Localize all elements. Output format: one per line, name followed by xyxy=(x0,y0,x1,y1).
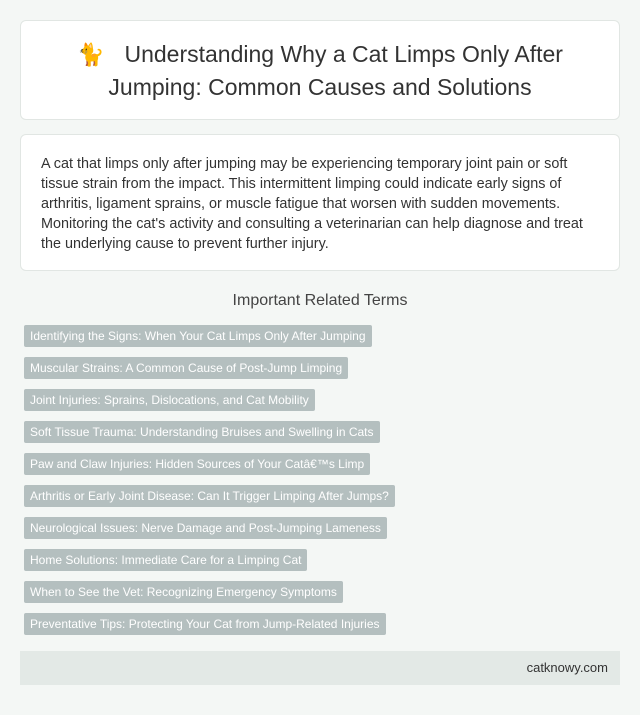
summary-card xyxy=(20,134,620,271)
footer-site-link[interactable]: catknowy.com xyxy=(526,660,608,675)
related-term-tag[interactable]: Identifying the Signs: When Your Cat Limps Only After Jumping xyxy=(24,325,372,347)
related-term-tag[interactable]: When to See the Vet: Recognizing Emergency Symptoms xyxy=(24,581,343,603)
related-term-tag[interactable]: Neurological Issues: Nerve Damage and Post-Jumping Lameness xyxy=(24,517,387,539)
related-term-item xyxy=(24,357,620,389)
related-term-item xyxy=(24,549,620,581)
related-term-item xyxy=(24,325,620,357)
footer xyxy=(20,651,620,685)
related-term-item xyxy=(24,389,620,421)
related-term-tag[interactable]: Soft Tissue Trauma: Understanding Bruises and Swelling in Cats xyxy=(24,421,380,443)
related-terms-list xyxy=(24,325,620,645)
related-term-tag[interactable]: Joint Injuries: Sprains, Dislocations, and Cat Mobility xyxy=(24,389,315,411)
related-term-tag[interactable]: Muscular Strains: A Common Cause of Post-Jump Limping xyxy=(24,357,348,379)
related-terms-heading: Important Related Terms xyxy=(232,292,408,309)
related-term-tag[interactable]: Home Solutions: Immediate Care for a Limping Cat xyxy=(24,549,307,571)
related-term-item xyxy=(24,613,620,645)
cat-icon: 🐈 xyxy=(77,41,105,67)
summary-text: A cat that limps only after jumping may be experiencing temporary joint pain or soft tissue strain from the impact. This intermittent limping could indicate early signs of arthritis, ligament sprains, or muscle fatigue that worsen with sudden movements. Monitoring the cat's activity and consulting a veterinarian can help diagnose and treat the underlying cause to prevent further injury. xyxy=(41,156,583,252)
related-term-tag[interactable]: Arthritis or Early Joint Disease: Can It Trigger Limping After Jumps? xyxy=(24,485,395,507)
related-term-item xyxy=(24,485,620,517)
related-term-item xyxy=(24,453,620,485)
related-term-item xyxy=(24,421,620,453)
related-term-item xyxy=(24,581,620,613)
title-card xyxy=(20,20,620,120)
related-term-tag[interactable]: Paw and Claw Injuries: Hidden Sources of Your Catâ€™s Limp xyxy=(24,453,370,475)
related-term-tag[interactable]: Preventative Tips: Protecting Your Cat from Jump-Related Injuries xyxy=(24,613,386,635)
related-term-item xyxy=(24,517,620,549)
page-title xyxy=(51,38,589,103)
page-title-text: Understanding Why a Cat Limps Only After Jumping: Common Causes and Solutions xyxy=(108,40,563,100)
